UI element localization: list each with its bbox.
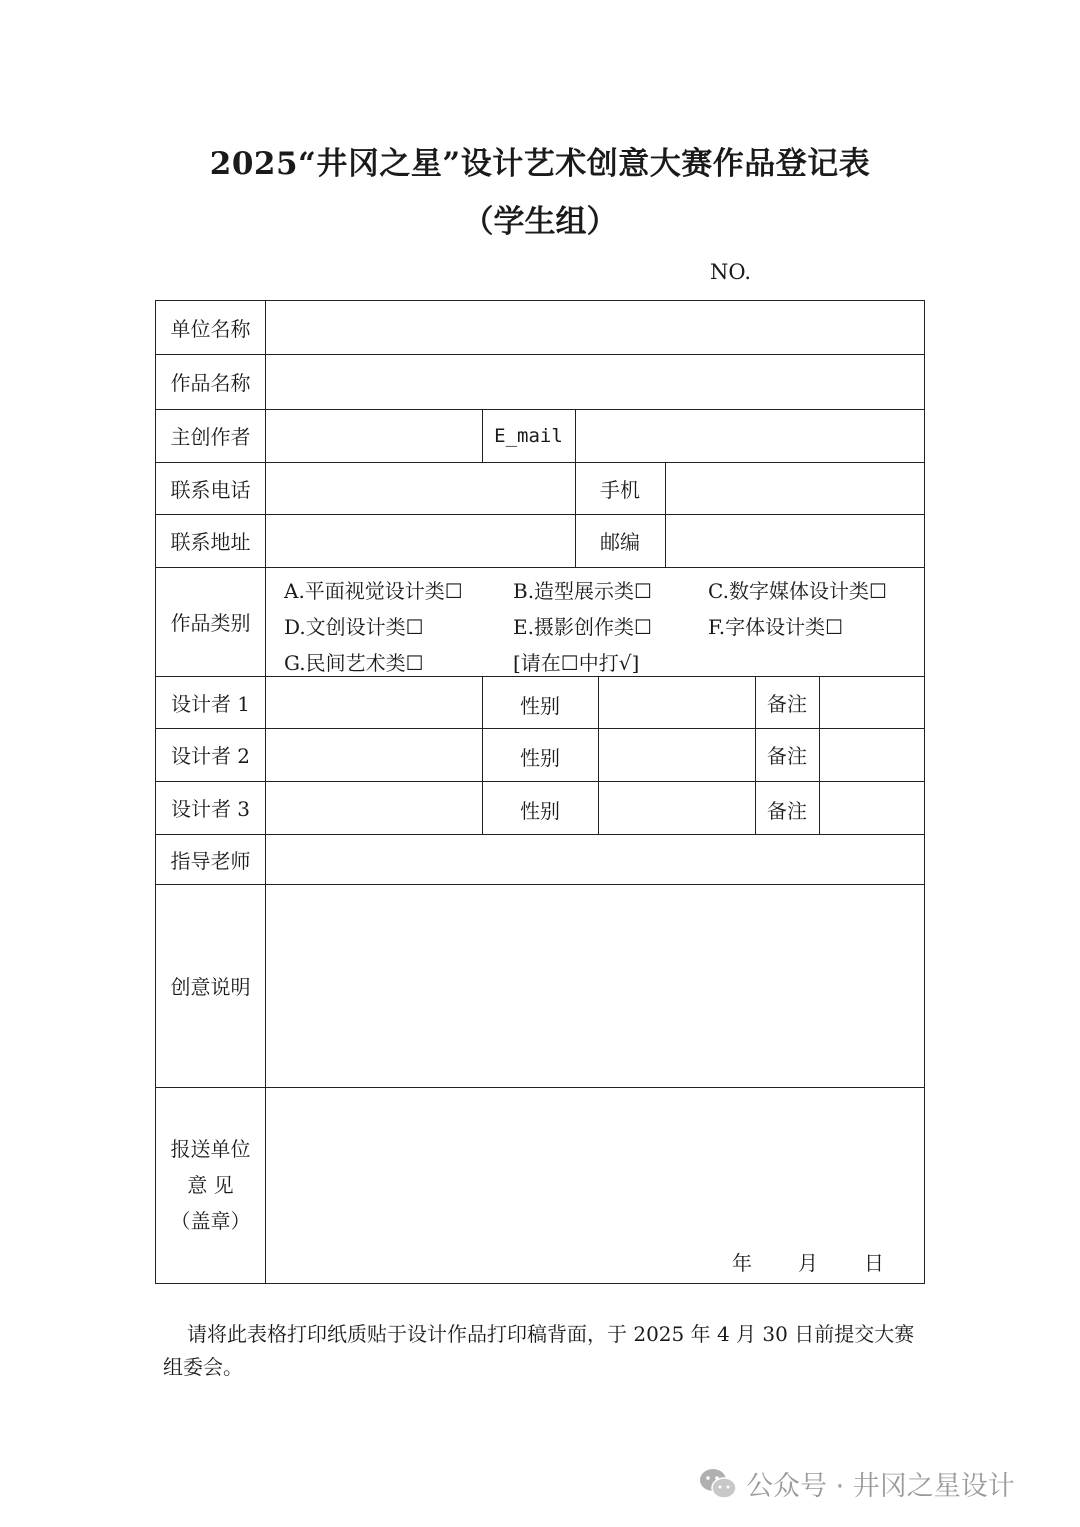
designer-1-gender-label: 性别 [520, 693, 560, 718]
opinion-label-line2: 意 见 [187, 1173, 234, 1197]
category-option-f[interactable]: F.字体设计类☐ [708, 615, 844, 639]
main-author-field[interactable] [266, 409, 482, 462]
designer-3-remark-label: 备注 [767, 799, 807, 823]
watermark [698, 1464, 1015, 1503]
work-name-field[interactable] [266, 354, 924, 409]
address-field[interactable] [266, 514, 575, 567]
advisor-field[interactable] [266, 834, 924, 884]
submission-note: 请将此表格打印纸质贴于设计作品打印稿背面，于 2025 年 4 月 30 日前提交大赛组委会。 [163, 1322, 915, 1379]
designer-3-remark-field[interactable] [820, 781, 924, 834]
phone-field[interactable] [266, 462, 575, 514]
designer-1-remark-field[interactable] [820, 676, 924, 728]
category-option-d[interactable]: D.文创设计类☐ [284, 615, 424, 639]
description-field[interactable] [266, 884, 924, 1087]
number-label: NO. [710, 260, 752, 284]
email-field[interactable] [576, 409, 924, 462]
address-label: 联系地址 [170, 530, 251, 554]
designer-2-gender-field[interactable] [599, 728, 755, 781]
date-month: 月 [798, 1251, 818, 1275]
category-option-e[interactable]: E.摄影创作类☐ [513, 615, 652, 639]
category-hint: [请在☐中打√] [513, 651, 640, 675]
designer-3-label: 设计者 3 [170, 797, 251, 821]
phone-label: 联系电话 [170, 477, 251, 502]
designer-1-remark-label: 备注 [767, 691, 807, 716]
category-option-b[interactable]: B.造型展示类☐ [513, 579, 652, 603]
designer-3-field[interactable] [266, 781, 482, 834]
date-day: 日 [864, 1251, 884, 1275]
designer-2-remark-label: 备注 [767, 744, 807, 768]
main-author-label: 主创作者 [170, 425, 251, 449]
category-option-a[interactable]: A.平面视觉设计类☐ [284, 579, 463, 603]
designer-2-label: 设计者 2 [170, 744, 251, 768]
category-label: 作品类别 [170, 611, 251, 635]
watermark-text: 公众号 · 井冈之星设计 [746, 1471, 1015, 1502]
registration-form [155, 300, 925, 1284]
work-name-label: 作品名称 [170, 371, 251, 395]
designer-3-gender-field[interactable] [599, 781, 755, 834]
postcode-label: 邮编 [600, 530, 640, 554]
designer-2-gender-label: 性别 [520, 746, 560, 770]
designer-3-gender-label: 性别 [520, 799, 560, 823]
unit-name-field[interactable] [266, 301, 924, 354]
postcode-field[interactable] [666, 514, 924, 567]
description-label: 创意说明 [170, 975, 251, 999]
wechat-icon [698, 1467, 738, 1501]
unit-name-label: 单位名称 [170, 317, 251, 341]
opinion-label [156, 1087, 265, 1283]
advisor-label: 指导老师 [170, 848, 251, 873]
category-option-c[interactable]: C.数字媒体设计类☐ [708, 579, 887, 603]
designer-1-gender-field[interactable] [599, 676, 755, 728]
date-year: 年 [732, 1251, 752, 1275]
email-label: E_mail [494, 424, 563, 447]
category-option-g[interactable]: G.民间艺术类☐ [284, 651, 424, 675]
opinion-label-line3: （盖章） [170, 1209, 251, 1233]
opinion-field[interactable] [266, 1087, 924, 1283]
designer-2-field[interactable] [266, 728, 482, 781]
mobile-field[interactable] [666, 462, 924, 514]
form-subtitle: （学生组） [462, 204, 618, 240]
designer-2-remark-field[interactable] [820, 728, 924, 781]
designer-1-label: 设计者 1 [170, 691, 251, 716]
mobile-label: 手机 [600, 477, 640, 502]
form-title: 2025“井冈之星”设计艺术创意大赛作品登记表 [209, 146, 871, 182]
designer-1-field[interactable] [266, 676, 482, 728]
opinion-label-line1: 报送单位 [170, 1137, 251, 1161]
